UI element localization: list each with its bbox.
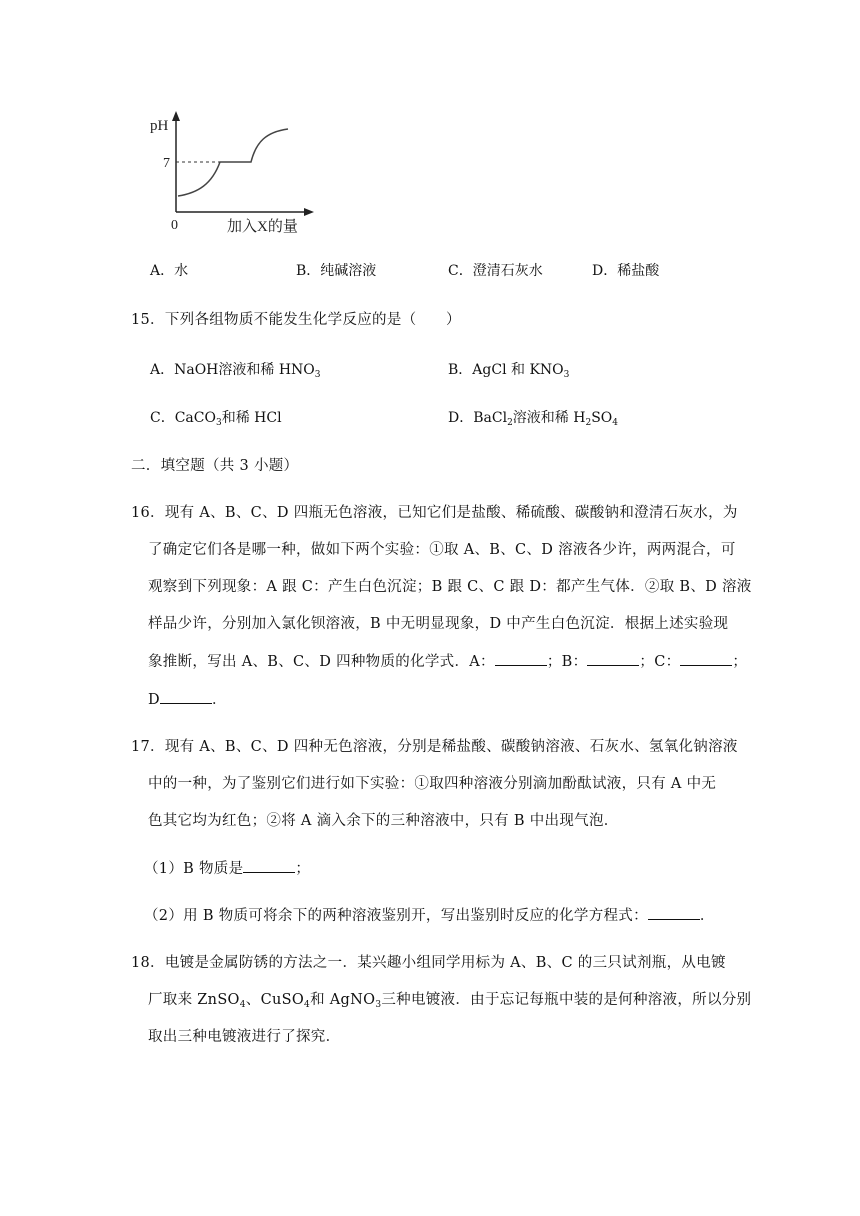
option-b: B．纯碱溶液 — [296, 263, 377, 279]
q16-line-4: 样品少许，分别加入氯化钡溶液，B 中无明显现象，D 中产生白色沉淀．根据上述实验现 — [148, 616, 729, 632]
q17-line-2: 中的一种，为了鉴别它们进行如下实验：①取四种溶液分别滴加酚酞试液，只有 A 中无 — [148, 776, 717, 792]
q16-line-2: 了确定它们各是哪一种，做如下两个实验：①取 A、B、C、D 溶液各少许，两两混合，可 — [148, 542, 736, 558]
x-axis-arrow — [304, 208, 314, 216]
q16-line-5: 象推断，写出 A、B、C、D 四种物质的化学式．A： ；B： ；C： ； — [148, 651, 747, 672]
q17-sub-2: （2）用 B 物质可将余下的两种溶液鉴别开，写出鉴别时反应的化学方程式： ． — [144, 905, 715, 926]
answer-blank-b[interactable] — [587, 651, 639, 666]
origin-label: 0 — [171, 218, 178, 233]
q18-line-3: 取出三种电镀液进行了探究． — [148, 1029, 341, 1045]
answer-blank-a[interactable] — [495, 651, 547, 666]
option-c: C．澄清石灰水 — [448, 263, 543, 279]
x-axis-label: 加入X的量 — [227, 219, 298, 235]
answer-blank-equation[interactable] — [648, 905, 700, 920]
option-d: D．稀盐酸 — [592, 263, 660, 279]
q15-stem: 15．下列各组物质不能发生化学反应的是（ ） — [131, 312, 461, 328]
q16-line-6: D ． — [148, 689, 227, 710]
q17-line-3: 色其它均为红色；②将 A 滴入余下的三种溶液中，只有 B 中出现气泡． — [148, 813, 619, 829]
q17-sub-1: （1）B 物质是 ； — [144, 858, 310, 879]
q18-line-1: 18．电镀是金属防锈的方法之一．某兴趣小组同学用标为 A、B、C 的三只试剂瓶，从电镀 — [131, 955, 726, 971]
q15-option-a: A．NaOH溶液和稀 $HNO_3$ — [150, 362, 321, 380]
y-tick-label: 7 — [163, 156, 170, 171]
answer-blank-d[interactable] — [160, 689, 212, 704]
y-axis-arrow — [172, 111, 180, 121]
q15-option-d: D．BaCl$_2$溶液和稀 $H_2SO_4$ — [448, 410, 619, 428]
q15-option-b: B．AgCl 和 $KNO_3$ — [448, 362, 570, 380]
answer-blank-c[interactable] — [680, 651, 732, 666]
q15-option-c: C．CaCO$_3$和稀 HCl — [150, 410, 282, 428]
y-axis-label: pH — [150, 118, 169, 134]
q16-line-1: 16．现有 A、B、C、D 四瓶无色溶液，已知它们是盐酸、稀硫酸、碳酸钠和澄清石灰水，为 — [131, 505, 738, 521]
option-a: A．水 — [150, 263, 189, 279]
q16-line-3: 观察到下列现象：A 跟 C：产生白色沉淀；B 跟 C、C 跟 D：都产生气体．②取 B、D 溶液 — [148, 579, 752, 595]
answer-blank-b-substance[interactable] — [243, 858, 295, 873]
q17-line-1: 17．现有 A、B、C、D 四种无色溶液，分别是稀盐酸、碳酸钠溶液、石灰水、氢氧化钠溶液 — [131, 739, 738, 755]
ph-graph — [140, 108, 340, 238]
q18-line-2: 厂取来 ZnSO$_4$、CuSO$_4$和 AgNO$_3$三种电镀液．由于忘记每瓶中装的是何种溶液，所以分别 — [148, 992, 752, 1010]
section-title: 二．填空题（共 3 小题） — [131, 458, 299, 474]
